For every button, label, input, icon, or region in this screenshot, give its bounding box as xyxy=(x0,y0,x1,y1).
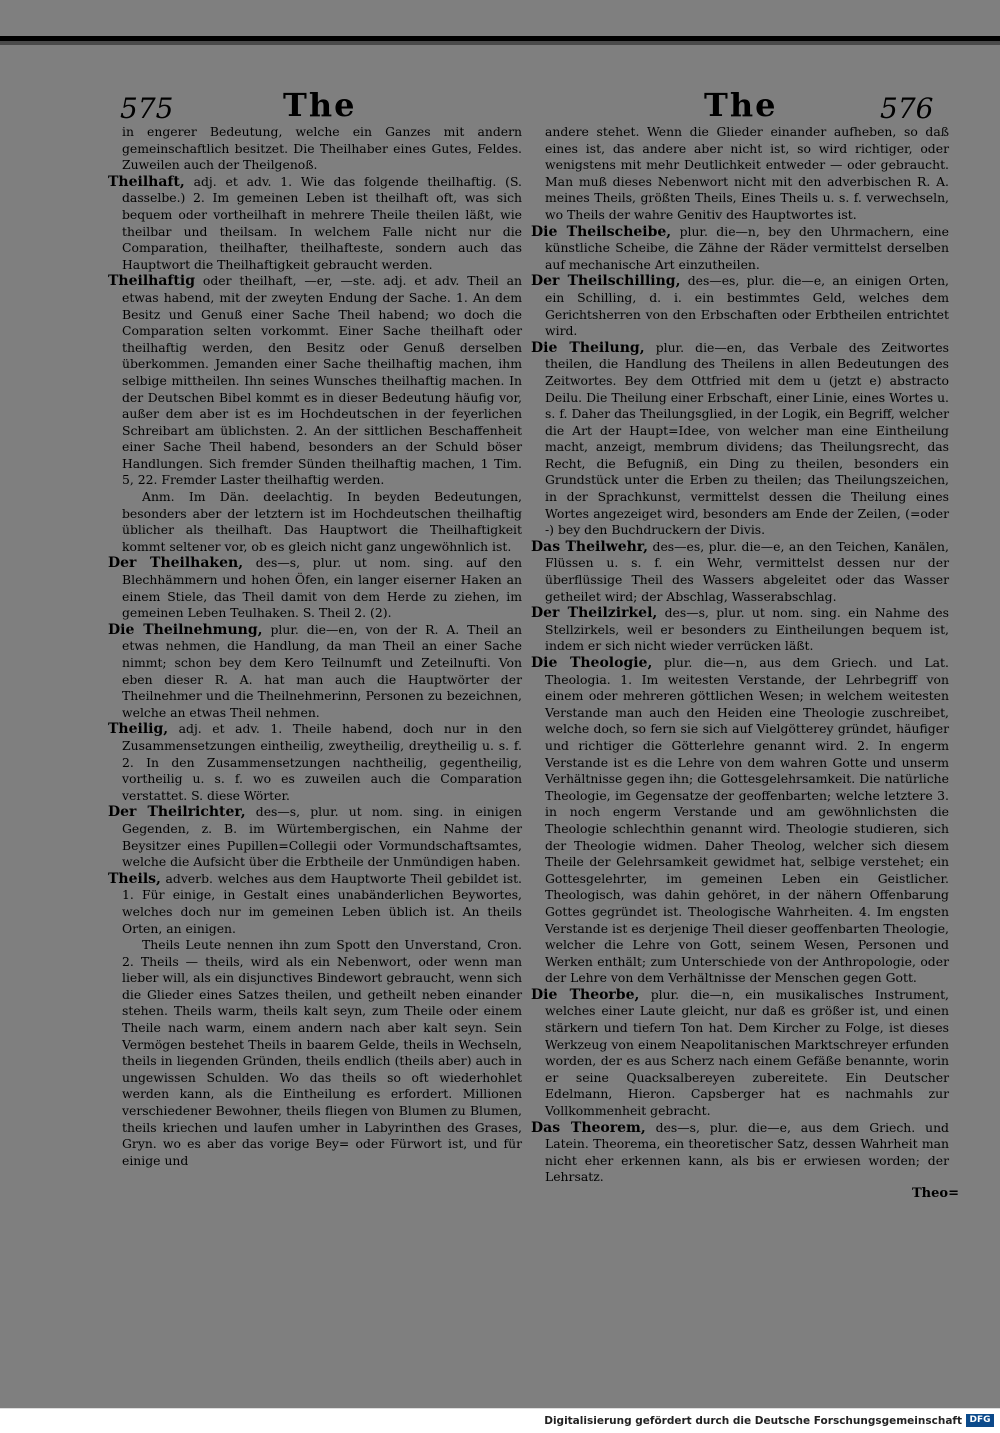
entry-headword: Die Theilnehmung, xyxy=(108,621,263,638)
dictionary-entry xyxy=(531,1120,949,1186)
entry-headword: Das Theorem, xyxy=(531,1119,646,1136)
top-border-shadow xyxy=(0,41,1000,45)
entry-headword: Die Theilung, xyxy=(531,339,645,356)
left-page-number: 575 xyxy=(120,92,174,125)
entry-text: oder theilhaft, —er, —ste. adj. et adv. Theil an etwas habend, mit der zweyten Endung der Sache. 1. An dem Besitz und Genuß einer Sache Theil habend; wo doch die Comparation selten vorkommt. Einer Sache theilhaft oder theilhaftig werden, den Besitz oder Genuß derselben überkommen. Jemanden einer Sache theilhaftig machen, ihm selbige mittheilen. Ihn seines Wunsches theilhaftig machen. In der Deutschen Bibel kommt es in dieser Bedeutung häufig vor, außer dem aber ist es im Hochdeutschen in der feyerlichen Schreibart am üblichsten. 2. An der sittlichen Beschaffenheit einer Sache Theil habend, besonders an der Schuld böser Handlungen. Sich fremder Sünden theilhaftig machen, 1 Tim. 5, 22. Fremder Laster theilhaftig werden. xyxy=(122,273,522,488)
dictionary-entry xyxy=(531,655,949,987)
dictionary-entry xyxy=(531,340,949,539)
entry-headword: Der Theilschilling, xyxy=(531,273,681,290)
dictionary-entry xyxy=(108,124,522,174)
dictionary-entry xyxy=(108,555,522,621)
entry-headword: Theilhaftig xyxy=(108,273,195,290)
entry-headword: Die Theologie, xyxy=(531,655,653,671)
entry-headword: Theilig, xyxy=(108,721,169,738)
entry-text: des—es, plur. die—e, an einigen Orten, ein Schilling, d. i. ein bestimmtes Geld, welches dem Gerichtsherren von den Erbschaften oder Erbtheilen entrichtet wird. xyxy=(545,273,949,339)
dictionary-entry xyxy=(108,871,522,937)
dictionary-entry xyxy=(531,224,949,274)
dictionary-entry xyxy=(531,605,949,655)
entry-text: plur. die—en, das Verbale des Zeitwortes theilen, die Handlung des Theilens in allen Bedeutungen des Zeitwortes. Bey dem Ottfried mit dem u (jetzt e) abstracto Deilu. Die Theilung einer Erbschaft, einer Linie, eines Wortes u. s. f. Daher das Theilungsglied, in der Logik, ein Begriff, welcher die Art der Haupt=Idee, von welcher man eine Eintheilung macht, anzeigt, membrum dividens; das Theilungsrecht, das Recht, die Befugniß, ein Ding zu theilen, besonders ein Grundstück unter die Erben zu theilen; das Theilungszeichen, in der Sprachkunst, vermittelst dessen die Theilung eines Wortes angezeiget wird, besonders am Ende der Zeilen, (=oder -) bey den Buchdruckern der Divis. xyxy=(545,339,949,538)
left-running-head: The xyxy=(283,86,357,124)
dictionary-entry xyxy=(108,804,522,870)
entry-text: des—s, plur. ut nom. sing. ein Nahme des Stellzirkels, weil er besonders zu Eintheilungen bequem ist, indem er sich nicht wieder verrücken läßt. xyxy=(545,605,949,654)
entry-headword: Der Theilrichter, xyxy=(108,804,246,821)
entry-text: plur. die—n, ein musikalisches Instrument, welches einer Laute gleicht, nur daß es größer ist, und einen stärkern und tiefern Ton hat. Dem Kircher zu Folge, ist dieses Werkzeug von einem Neapolitanischen Marktschreyer erfunden worden, der es aus Scherz nach einem Gefäße benannte, worin er seine Quacksalbereyen zubereitete. Ein Deutscher Edelmann, Hieron. Capsberger hat es nachmahls zur Vollkommenheit gebracht. xyxy=(545,986,949,1119)
footer-bar xyxy=(0,1408,1000,1433)
left-column xyxy=(108,124,522,1169)
right-page-number: 576 xyxy=(880,92,934,125)
entry-text: des—es, plur. die—e, an den Teichen, Kanälen, Flüssen u. s. f. ein Wehr, vermittelst dessen nur der überflüssige Theil des Wassers abgeleitet oder das Wasser getheilet wird; der Abschlag, Wasserabschlag. xyxy=(545,538,949,604)
entry-text: des—s, plur. ut nom. sing. in einigen Gegenden, z. B. im Würtembergischen, ein Nahme der Beysitzer eines Pupillen=Collegii oder Vormundschaftsamtes, welche die Aufsicht über die Erbtheile der Unmündigen haben. xyxy=(122,804,522,870)
entry-headword: Theils, xyxy=(108,870,161,887)
entry-text: plur. die—n, bey den Uhrmachern, eine künstliche Scheibe, die Zähne der Räder vermittelst derselben auf mechanische Art einzutheilen. xyxy=(545,223,949,272)
entry-headword: Der Theilzirkel, xyxy=(531,605,658,622)
entry-headword: Die Theorbe, xyxy=(531,986,640,1003)
dictionary-entry xyxy=(108,273,522,489)
funding-notice: Digitalisierung gefördert durch die Deutsche Forschungsgemeinschaft xyxy=(544,1415,962,1427)
dictionary-entry xyxy=(108,622,522,722)
dictionary-entry xyxy=(531,124,949,224)
entry-text: des—s, plur. die—e, aus dem Griech. und Latein. Theorema, ein theoretischer Satz, dessen Wahrheit man nicht eher erkennen kann, als bis er erwiesen worden; der Lehrsatz. xyxy=(545,1119,949,1185)
entry-text: adverb. welches aus dem Hauptworte Theil gebildet ist. 1. Für einige, in Gestalt eines unabänderlichen Beywortes, welches doch nur im gemeinen Leben üblich ist. An theils Orten, an einigen. xyxy=(122,870,522,936)
dictionary-entry xyxy=(108,937,522,1169)
entry-text: plur. die—en, von der R. A. Theil an etwas nehmen, die Handlung, da man Theil an einer Sache nimmt; schon bey dem Kero Teilnumft und Zeteilnufti. Von eben dieser R. A. hat man auch die Hauptwörter der Theilnehmer und die Theilnehmerinn, Personen zu bezeichnen, welche an etwas Theil nehmen. xyxy=(122,621,522,720)
dictionary-entry xyxy=(531,273,949,339)
entry-text: adj. et adv. 1. Wie das folgende theilhaftig. (S. dasselbe.) 2. Im gemeinen Leben ist theilhaft oft, was sich bequem oder vortheilhaft in mehrere Theile theilen läßt, wie theilbar und theilsam. In welchem Falle nicht nur die Comparation, theilhafter, theilhafteste, sondern auch das Hauptwort die Theilhaftigkeit gebraucht werden. xyxy=(122,173,522,272)
entry-text: andere stehet. Wenn die Glieder einander aufheben, so daß eines ist, das andere aber nicht ist, so wird richtiger, oder wenigstens mit mehr Deutlichkeit entweder — oder gebraucht. Man muß dieses Nebenwort nicht mit den adverbischen R. A. meines Theils, größten Theils, Eines Theils u. s. f. verwechseln, wo Theils der wahre Genitiv des Hauptwortes ist. xyxy=(545,124,949,222)
entry-text: plur. die—n, aus dem Griech. und Lat. Theologia. 1. Im weitesten Verstande, der Lehrbegriff von einem oder mehreren göttlichen Wesen; in welchem weitesten Verstande man auch den Heiden eine Theologie zuschreibet, welche doch, so fern sie sich auf Vielgötterey gründet, häufiger und richtiger die Götterlehre genannt wird. 2. In engerm Verstande ist es die Lehre von dem wahren Gotte und unserm Verhältnisse gegen ihn; die Gottesgelehrsamkeit. Die natürliche Theologie, im Gegensatze der geoffenbarten; welche letztere 3. in noch engerm Verstande und am gewöhnlichsten die Theologie schlechthin genannt wird. Theologie studieren, sich der Theologie widmen. Daher Theolog, welcher sich diesem Theile der Gelehrsamkeit gewidmet hat, selbige verstehet; ein Gottesgelehrter, im gemeinen Leben ein Geistlicher. Theologisch, was dahin gehöret, in der nähern Offenbarung Gottes gegründet ist. Theologische Wahrheiten. 4. Im engsten Verstande ist es derjenige Theil dieser geoffenbarten Theologie, welcher die Lehre von Gott, seinem Wesen, Personen und Werken enthält; zum Unterschiede von der Anthropologie, oder der Lehre von dem Verhältnisse der Menschen gegen Gott. xyxy=(545,655,949,986)
dictionary-entry xyxy=(108,489,522,555)
right-column xyxy=(531,124,949,1186)
dictionary-entry xyxy=(531,987,949,1120)
entry-text: Anm. Im Dän. deelachtig. In beyden Bedeutungen, besonders aber der letztern ist im Hochdeutschen theilhaftig üblicher als theilhaft. Das Hauptwort die Theilhaftigkeit kommt seltener vor, ob es gleich nicht ganz ungewöhnlich ist. xyxy=(122,489,522,554)
entry-headword: Der Theilhaken, xyxy=(108,555,244,572)
entry-headword: Das Theilwehr, xyxy=(531,538,649,555)
entry-headword: Die Theilscheibe, xyxy=(531,223,672,240)
entry-headword: Theilhaft, xyxy=(108,173,185,190)
entry-text: adj. et adv. 1. Theile habend, doch nur in den Zusammensetzungen eintheilig, zweytheilig, dreytheilig u. s. f. 2. In den Zusammensetzungen nachtheilig, gegentheilig, vortheilig u. s. f. wo es zuweilen auch die Comparation verstattet. S. diese Wörter. xyxy=(122,721,522,803)
entry-text: des—s, plur. ut nom. sing. auf den Blechhämmern und hohen Öfen, ein langer eiserner Haken an einem Stiele, das Theil damit von dem Herde zu ziehen, im gemeinen Leben Teulhaken. S. Theil 2. (2). xyxy=(122,555,522,621)
right-running-head: The xyxy=(704,86,778,124)
catchword: Theo= xyxy=(912,1186,959,1201)
dictionary-entry xyxy=(108,174,522,274)
entry-text: in engerer Bedeutung, welche ein Ganzes mit andern gemeinschaftlich besitzet. Die Theilhaber eines Gutes, Feldes. Zuweilen auch der Theilgenoß. xyxy=(122,124,522,173)
dictionary-entry xyxy=(531,539,949,605)
dictionary-entry xyxy=(108,721,522,804)
entry-text: Theils Leute nennen ihn zum Spott den Unverstand, Cron. 2. Theils — theils, wird als ein Nebenwort, oder wenn man lieber will, als ein disjunctives Bindewort gebraucht, wenn sich die Glieder eines Satzes theilen, und getheilt neben einander stehen. Theils warm, theils kalt seyn, zum Theile oder einem Theile nach warm, einem andern nach aber kalt seyn. Sein Vermögen bestehet Theils in baarem Gelde, theils in Wechseln, theils in liegenden Gründen, theils endlich (theils aber) auch in ungewissen Schulden. Wo das theils so oft wiederhohlet werden kann, als die Eintheilung es erfordert. Millionen verschiedener Bewohner, theils fliegen von Blumen zu Blumen, theils kriechen und laufen umher in Labyrinthen des Grases, Gryn. wo es aber das vorige Bey= oder Fürwort ist, und für einige und xyxy=(122,937,522,1168)
dfg-logo: DFG xyxy=(966,1414,994,1427)
